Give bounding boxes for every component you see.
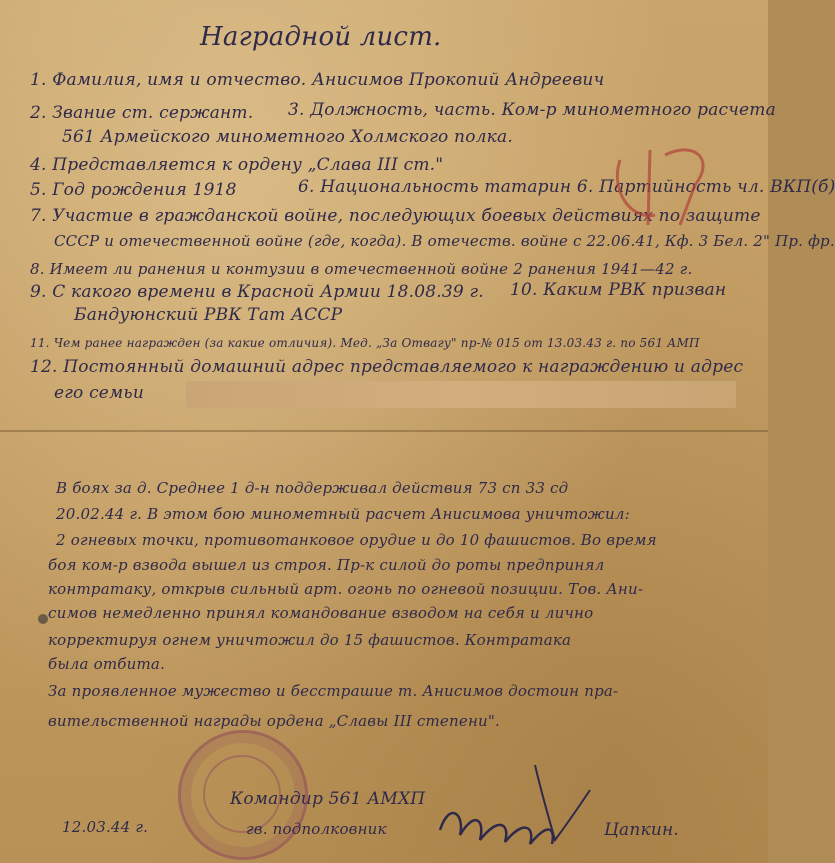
narrative-line-1: В боях за д. Среднее 1 д-н поддерживал действия 73 сп 33 сд (56, 479, 569, 497)
commander-signature (430, 760, 600, 855)
narrative-line-3: 2 огневых точки, противотанковое орудие и до 10 фашистов. Во время (56, 531, 657, 549)
narrative-line-5: контратаку, открыв сильный арт. огонь по огневой позиции. Тов. Ани- (48, 580, 644, 598)
paper-fold (0, 430, 768, 432)
document-title: Наградной лист. (200, 22, 442, 52)
commander-title: Командир 561 АМХП (230, 789, 426, 809)
line-12-family: его семьи (54, 383, 144, 403)
commander-rank: гв. подполковник (246, 820, 387, 838)
narrative-line-6: симов немедленно принял командование взводом на себя и лично (48, 604, 594, 622)
line-6-nationality: 6. Национальность татарин 6. Партийность чл. ВКП(б) (298, 177, 835, 197)
narrative-line-8: была отбита. (48, 655, 166, 673)
line-2-rank: 2. Звание ст. сержант. (30, 103, 254, 123)
line-1-name: 1. Фамилия, имя и отчество. Анисимов Прокопий Андреевич (30, 70, 605, 90)
narrative-line-10: вительственной награды ордена „Славы III степени". (48, 712, 500, 730)
line-7-details: СССР и отечественной войне (где, когда). В отечеств. войне с 22.06.41, Кф. 3 Бел. 2" Пр. фр. (54, 232, 835, 250)
narrative-line-4: боя ком-р взвода вышел из строя. Пр-к силой до роты предпринял (48, 556, 605, 574)
line-7-participation: 7. Участие в гражданской войне, последующих боевых действиях по защите (30, 206, 761, 226)
narrative-line-9: За проявленное мужество и бесстрашие т. Анисимов достоин пра- (48, 682, 619, 700)
line-10-draft-office-value: Бандуюнский РВК Тат АССР (74, 305, 343, 325)
redacted-address (186, 381, 736, 408)
line-3-position: 3. Должность, часть. Ком-р минометного расчета (288, 100, 776, 120)
sign-date: 12.03.44 г. (62, 818, 149, 836)
narrative-line-2: 20.02.44 г. В этом бою минометный расчет Анисимова уничтожил: (56, 505, 630, 523)
line-3-unit: 561 Армейского минометного Холмского полка. (62, 127, 513, 147)
line-8-wounds: 8. Имеет ли ранения и контузии в отечественной войне 2 ранения 1941—42 г. (30, 260, 693, 278)
line-10-draft-office: 10. Каким РВК призван (510, 280, 727, 300)
line-9-service-start: 9. С какого времени в Красной Армии 18.08.39 г. (30, 282, 484, 302)
line-4-order: 4. Представляется к ордену „Слава III ст." (30, 155, 444, 175)
pin-hole (38, 614, 48, 624)
narrative-line-7: корректируя огнем уничтожил до 15 фашистов. Контратака (48, 631, 572, 649)
line-11-previous-awards: 11. Чем ранее награжден (за какие отличия). Мед. „За Отвагу" пр-№ 015 от 13.03.43 г. по 561 АМП (30, 336, 700, 350)
red-pencil-mark (600, 130, 730, 240)
line-12-address: 12. Постоянный домашний адрес представляемого к награждению и адрес (30, 357, 744, 377)
line-5-birth-year: 5. Год рождения 1918 (30, 180, 237, 200)
commander-name: Цапкин. (604, 820, 680, 840)
